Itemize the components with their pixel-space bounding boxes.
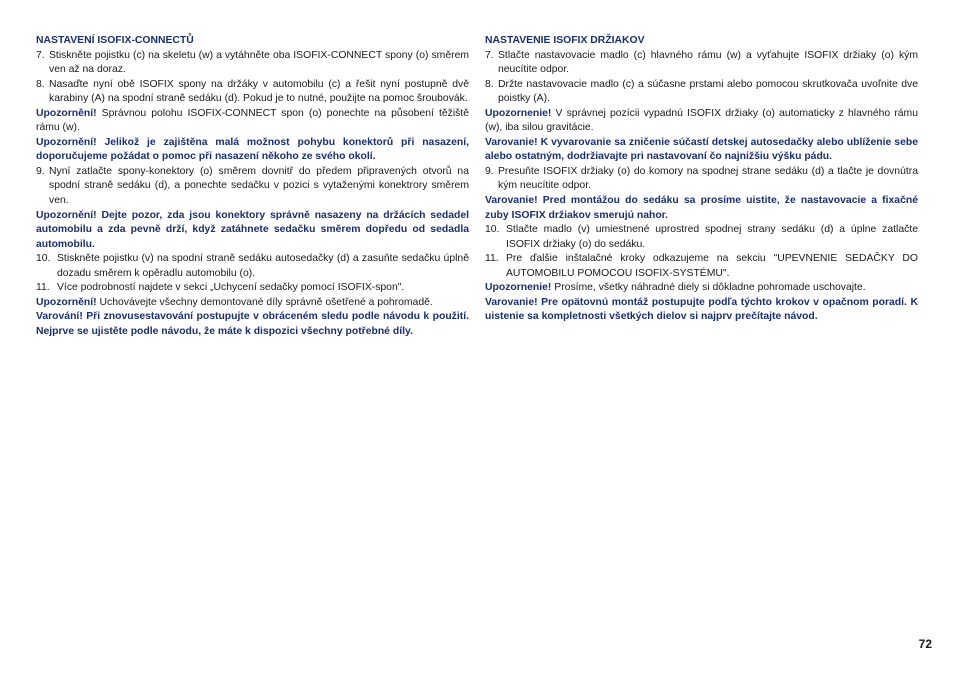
warning-paragraph: Varování! Při znovusestavování postupujte v obráceném sledu podle návodu k použití. Nejprve se ujistěte podle návodu, že máte k dispozici všechny potřebné díly. <box>36 311 469 337</box>
note-text: Správnou polohu ISOFIX-CONNECT spon (o) ponechte na působení těžiště rámu (w). <box>36 107 469 134</box>
step-number: 9. <box>485 165 494 177</box>
step-11 <box>485 252 918 281</box>
note-label: Upozornenie! <box>485 282 552 294</box>
step-text: Nasaďte nyní obě ISOFIX spony na držáky v automobilu (c) a řešit nyní postupně dvě karabiny (A) na spodní straně sedáku (d). Pokud je to nutné, použijte na pomoc šroubovák. <box>49 78 469 105</box>
right-column-slovak <box>485 34 918 325</box>
note-paragraph <box>485 107 918 136</box>
page-number: 72 <box>918 637 932 651</box>
step-text: Pre ďalšie inštalačné kroky odkazujeme na sekciu "UPEVNENIE SEDAČKY DO AUTOMOBILU POMOCOU ISOFIX-SYSTÉMU". <box>506 253 918 279</box>
step-text: Presuňte ISOFIX držiaky (o) do komory na spodnej strane sedáku (d) a tlačte je dovnútra kým neucítite odpor. <box>498 165 918 192</box>
step-number: 9. <box>36 165 45 177</box>
note-text: Prosíme, všetky náhradné diely si dôkladne pohromade uschovajte. <box>551 282 866 294</box>
step-text: Stlačte madlo (v) umiestnené uprostred spodnej strany sedáku (d) a úplne zatlačte ISOFIX držiaky (o) do sedáku. <box>506 224 918 250</box>
note-paragraph <box>36 107 469 136</box>
step-8 <box>36 78 469 107</box>
step-9 <box>36 165 469 209</box>
warning-paragraph: Varovanie! Pre opätovnú montáž postupujte podľa týchto krokov v opačnom poradí. K uistenie sa kompletnosti všetkých dielov si najprv prečítajte návod. <box>485 296 918 323</box>
step-number: 8. <box>485 78 494 90</box>
step-text: Stiskněte pojistku (c) na skeletu (w) a vytáhněte oba ISOFIX-CONNECT spony (o) směrem ven až na doraz. <box>49 49 469 76</box>
step-number: 11. <box>485 253 499 265</box>
step-text: Nyní zatlačte spony-konektory (o) směrem dovnitř do předem připravených otvorů na spodní straně sedáku (d), a ponechte sedačku v pozici s vytaženými konektrory směrem ven. <box>49 165 469 207</box>
note-label: Upozornění! <box>36 296 97 308</box>
step-8 <box>485 78 918 107</box>
step-number: 7. <box>485 49 494 61</box>
step-7 <box>485 49 918 78</box>
warning-paragraph: Upozornění! Jelikož je zajištěna malá možnost pohybu konektorů při nasazení, doporučujeme požádat o pomoc při nasazení někoho ze svého okolí. <box>36 136 469 163</box>
step-text: Držte nastavovacie madlo (c) a súčasne prstami alebo pomocou skrutkovača uvoľnite dve poistky (A). <box>498 78 918 105</box>
note-label: Upozornění! <box>36 107 97 119</box>
warning-paragraph: Upozornění! Dejte pozor, zda jsou konektory správně nasazeny na držácích sedadel automobilu a zda pevně drží, když zatáhnete sedačku směrem dopředu od sedadla automobilu. <box>36 209 469 250</box>
note-paragraph <box>36 296 469 311</box>
warning-paragraph: Varovanie! Pred montážou do sedáku sa prosíme uistite, že nastavovacie a fixačné zuby ISOFIX držiakov smerujú nahor. <box>485 195 918 221</box>
step-number: 10. <box>36 253 51 265</box>
step-10 <box>36 252 469 281</box>
step-text: Více podrobností najdete v sekci „Uchycení sedačky pomocí ISOFIX-spon". <box>57 282 405 294</box>
warning-paragraph: Varovanie! K vyvarovanie sa zničenie súčastí detskej autosedačky alebo ublíženie sebe alebo ostatným, dodržiavajte pri nastavovaní čo najnižšiu výšku pádu. <box>485 136 918 163</box>
step-number: 8. <box>36 78 45 90</box>
step-text: Stlačte nastavovacie madlo (c) hlavného rámu (w) a vyťahujte ISOFIX držiaky (o) kým neucítite odpor. <box>498 49 918 76</box>
step-10 <box>485 223 918 252</box>
step-9 <box>485 165 918 194</box>
step-number: 7. <box>36 49 45 61</box>
section-title: NASTAVENÍ ISOFIX-CONNECTŮ <box>36 35 194 46</box>
note-label: Upozornenie! <box>485 107 552 119</box>
step-number: 10. <box>485 224 500 236</box>
note-text: V správnej pozícii vypadnú ISOFIX držiaky (o) automaticky z hlavného rámu (w), iba silou gravitácie. <box>485 107 918 134</box>
note-text: Uchovávejte všechny demontované díly správně ošetřené a pohromadě. <box>96 296 433 308</box>
step-number: 11. <box>36 282 50 294</box>
left-column-czech <box>36 34 469 339</box>
note-paragraph <box>485 281 918 296</box>
step-7 <box>36 49 469 78</box>
section-title: NASTAVENIE ISOFIX DRŽIAKOV <box>485 35 645 46</box>
step-text: Stiskněte pojistku (v) na spodní straně sedáku autosedačky (d) a zasuňte sedačku úplně dozadu směrem k opěradlu automobilu (o). <box>57 253 469 279</box>
step-11 <box>36 281 469 296</box>
